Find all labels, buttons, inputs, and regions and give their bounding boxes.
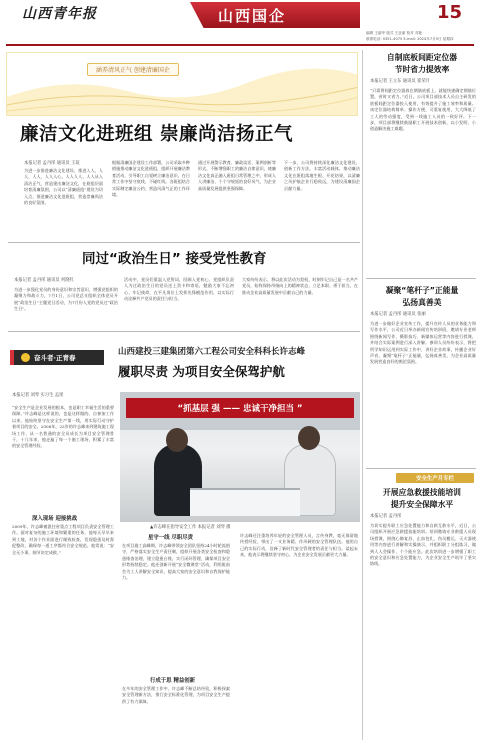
masthead-meta-line-2: 联系电话: 0351-4075 E-mail: 2024年7月5日 星期四	[366, 37, 454, 41]
tagline-text: 涵养清风正气 创建清廉国企	[96, 67, 170, 74]
masthead	[0, 0, 480, 52]
banner-body-col-2: 根据清廉国企建设工作部署，公司采取多种措施推动廉洁文化进班组，组织开展廉洁教育活动，引导职工自觉树立廉洁意识，在日常工作中坚守底线、不碰红线。各班组结合实际制定廉洁公约，营造风清气正的工作环境。	[112, 160, 190, 198]
feature-col-3-text: 许志峰还注重培养年轻的安全管理人员，言传身教，毫无保留地传授经验，带出了一支业务精、作风硬的安全管理队伍。他用自己的实际行动，诠释了新时代安全管理者的责任与担当。谈起未来，他表示将继续坚守初心，为企业安全发展贡献更大力量。	[240, 533, 358, 558]
article-2-headline: 同过“政治生日” 接受党性教育	[82, 251, 267, 267]
article-2-body-col-1: 为进一步强化党员的身份意识和宗旨意识，增强党组织的凝聚力和战斗力，7月1日，公司党总支组织全体党员开展“政治生日”主题党日活动，为7月份入党的党员过“政治生日”。	[14, 287, 118, 312]
feature-byline: 本报记者 刘琴 实习生 孟瑶	[12, 393, 64, 398]
divider	[366, 468, 476, 469]
article-2-body-col-2: 活动中，党员们重温入党誓词，回顾入党初心，党组织负责人为过政治生日的党员送上贺卡和寄语，勉励大家不忘初心、牢记使命，在平凡岗位上发挥先锋模范作用，以实际行动诠释共产党员的责任与担当。	[124, 277, 234, 302]
right-3-body: 为切实提升职工应急处置能力和自救互救水平，近日，公司组织开展应急救援技能培训。培训邀请专业救援人员现场授课，围绕心肺复苏、止血包扎、伤员搬运、灭火器使用等内容进行讲解和实操演示，并组织职工分组练习，做到人人会操作、个个能应急。此次培训进一步增强了职工的安全意识和应急处置能力，为企业安全生产筑牢了坚实防线。	[370, 523, 476, 567]
right-1-byline: 本报记者 王立东 通讯员 崔荣月	[370, 79, 430, 84]
divider	[8, 242, 360, 243]
feature-tag-text: 奋斗者·正青春	[34, 354, 76, 362]
right-3-byline: 本报记者 孟丹彤	[370, 514, 402, 519]
right-1-headline-line-2: 节时省力提效率	[394, 65, 450, 74]
page-number: 15	[437, 2, 463, 23]
feature-col-2-text: 在项目施工高峰期，许志峰带领安全团队坚持24小时轮流值守，严格落实安全生产责任制，组织开展各类安全检查和隐患排查治理，建立隐患台账，实行闭环管理，确保项目安全形势持续稳定。他还创新开展“安全微课堂”活动，利用班前会为工人讲解安全知识，提高大家的安全意识和自我保护能力。	[122, 543, 230, 581]
feature-col-1-subhead: 深入现场 迎接挑战	[32, 516, 78, 522]
banner-tagline	[87, 63, 179, 76]
banner-body-col-4: 下一步，公司将持续深化廉洁文化建设，创新工作方法，丰富活动载体，推动廉洁文化在班组落地生根、开花结果，以清廉之风护航企业行稳致远，为建设清廉国企贡献力量。	[284, 160, 360, 191]
divider	[366, 278, 476, 279]
masthead-rule	[6, 44, 474, 46]
photo-caption: ▲许志峰在指导安全工作 本报记者 刘琴 摄	[150, 525, 231, 530]
column-divider	[362, 50, 363, 740]
feature-col-1-text-2: 2009年，许志峰被派往省重点工程项目负责安全管理工作。面对复杂的施工环境和繁重的任务，他每天早早来到工地，对各个作业面进行细致检查，发现隐患及时督促整改，确保每一道工序都符合安全规范。他常说：“安全无小事，细节决定成败。”	[12, 524, 114, 555]
article-2-byline: 本报记者 孟丹彤 通讯员 何晓红	[14, 278, 74, 283]
photo-table	[190, 488, 300, 516]
photo-person-right-head	[298, 426, 320, 450]
divider	[8, 331, 360, 332]
feature-col-1-text: “安全生产是企业发展的根本，也是职工幸福生活的重要保障。”许志峰是这样说的，也是这样做的。自参加工作以来，他始终坚守在安全生产第一线，用实际行动守护着项目的安全。2006年，23岁的许志峰来到建筑施工现场工作，从一名普通的安全员成长为项目安全管理骨干，十几年来，他走遍了每一个施工现场，积累了丰富的安全管理经验。	[12, 405, 114, 449]
feature-photo	[120, 392, 360, 522]
feature-col-2-text-2: 在多年的安全管理工作中，许志峰不断总结经验，积极探索安全管理新方法，推行安全标准化管理，为项目安全生产提供了有力保障。	[122, 686, 230, 704]
right-1-headline-line-1: 自制底板间距定位器	[386, 53, 458, 62]
banner-body-col-3: 通过开展警示教育、廉政谈话、案例剖析等形式，不断增强职工的廉洁自律意识，使廉洁文化真正融入班组日常管理之中，形成人人讲廉洁、个个守规矩的良好风气，为企业高质量发展提供坚强保障。	[198, 160, 276, 191]
right-3-tag-text: 安全生产月专栏	[416, 476, 454, 482]
feature-col-2-subhead: 星守一线 尽职尽责	[148, 535, 194, 541]
right-2-headline-line-2: 弘扬真善美	[402, 298, 442, 307]
right-3-tag	[396, 473, 474, 483]
photo-banner-text: “抓基层 强 —— 忠诚干净担当 ”	[177, 404, 303, 414]
banner-byline: 本报记者 孟丹彤 通讯员 王瑄	[24, 161, 80, 166]
section-title: 山西国企	[218, 7, 287, 25]
right-1-body: “只需将间距定位器放在钢筋底板上，就能快速确定钢筋位置，省时又省力。”近日，公司项目部技术人员自主研发的底板间距定位器投入使用，有效提升了施工效率和质量。该定位器结构简单、操作方便，可重复使用，大大降低了工人的劳动强度，受到一线施工人员的一致好评。下一步，项目部将继续鼓励职工开展技术创新，以小发明、小创造解决施工难题。	[370, 88, 476, 132]
masthead-meta-line-1: 编辑 王丽华 版式 王亚丽 校对 邓艳	[366, 31, 423, 35]
feature-headline: 履职尽责 为项目安全保驾护航	[118, 364, 285, 379]
feature-tag	[10, 350, 104, 365]
right-3-headline-line-1: 开展应急救援技能培训	[383, 488, 461, 497]
newspaper-logo: 山西青年报	[22, 6, 97, 22]
photo-banner	[126, 398, 354, 418]
right-2-byline: 本报记者 孟丹彤 通讯员 张丽	[370, 312, 426, 317]
decorative-wave-pattern	[7, 53, 358, 116]
article-2-body-col-3: 大家纷纷表示，将以此次活动为契机，时刻牢记自己是一名共产党员，始终保持昂扬向上的精神状态，立足本职、勇于担当，在推动企业高质量发展中贡献自己的力量。	[242, 277, 358, 295]
right-2-body: 为进一步做好企业宣传工作，提升宣传人员的业务能力和写作水平，公司近日举办新闻宣传培训班，邀请专业老师围绕新闻写作、摄影技巧、新媒体运营等内容进行授课，并结合实际案例进行深入讲解。参训人员纷纷表示，将把所学知识运用到实际工作中，讲好企业故事，传播企业好声音，凝聚“笔杆子”正能量，弘扬真善美，为企业高质量发展营造良好的舆论氛围。	[370, 321, 476, 365]
feature-col-2-subhead-2: 行成于思 精益创新	[150, 678, 196, 684]
right-3-headline-line-2: 提升安全保障水平	[390, 500, 454, 509]
photo-person-left-head	[166, 428, 188, 452]
banner-headline: 廉洁文化进班组 崇廉尚洁扬正气	[20, 124, 293, 145]
feature-kicker: 山西建投三建集团第六工程公司安全科科长许志峰	[118, 347, 306, 357]
sun-icon	[21, 353, 30, 362]
banner-header	[6, 52, 358, 116]
banner-body-col-1: 为进一步推进廉洁文化建设，推进入人、人人、人人、人人入心，人人人人、人人从入清洁正气，营造建出廉洁文化，在班组层面培育清廉氛围，公司以“清廉班组”建设为切入点，推进廉洁文化进班组，营造崇廉尚洁的良好氛围。	[24, 168, 103, 206]
right-2-headline-line-1: 凝聚“笔杆子”正能量	[385, 286, 459, 295]
